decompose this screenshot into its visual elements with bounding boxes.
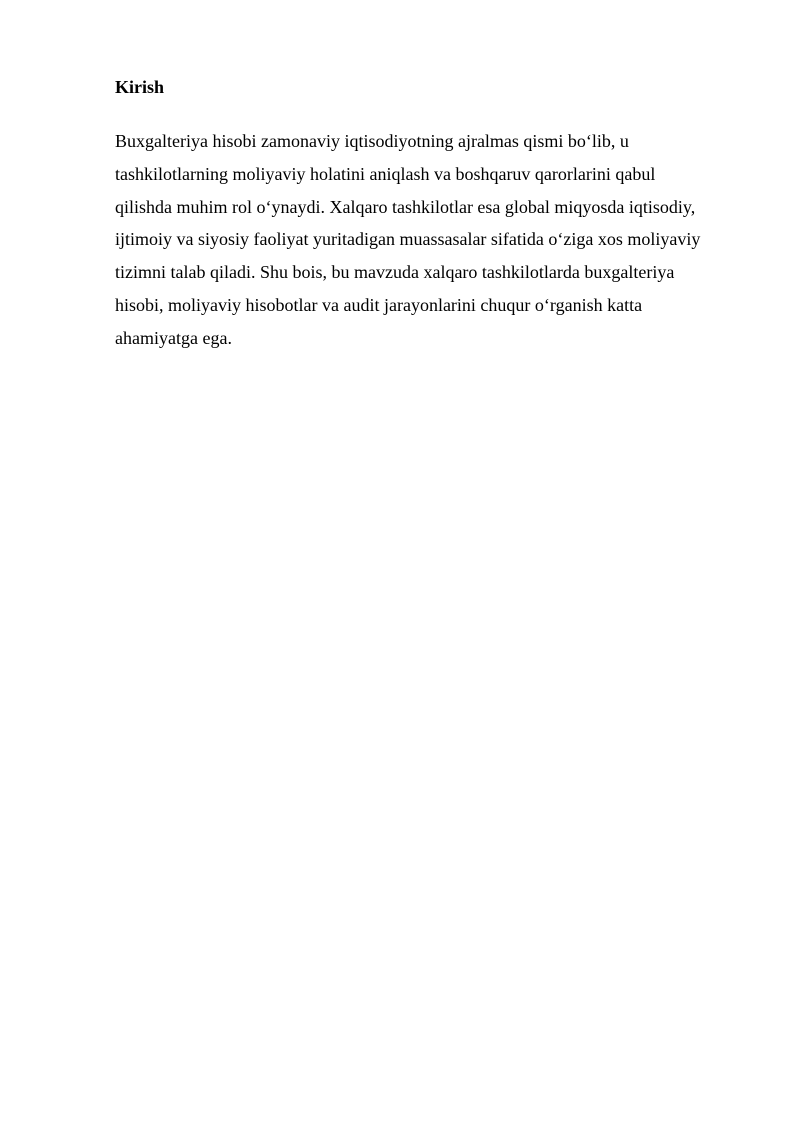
intro-paragraph xyxy=(115,125,755,355)
paragraph-line: tizimni talab qiladi. Shu bois, bu mavzuda xalqaro tashkilotlarda buxgalteriya xyxy=(115,262,675,283)
paragraph-line: qilishda muhim rol o‘ynaydi. Xalqaro tashkilotlar esa global miqyosda iqtisodiy, xyxy=(115,196,696,217)
paragraph-line: ijtimoiy va siyosiy faoliyat yuritadigan muassasalar sifatida o‘ziga xos moliyaviy xyxy=(115,229,701,250)
section-heading: Kirish xyxy=(115,77,165,97)
paragraph-line: Buxgalteriya hisobi zamonaviy iqtisodiyotning ajralmas qismi bo‘lib, u xyxy=(115,131,629,151)
paragraph-line: tashkilotlarning moliyaviy holatini aniqlash va boshqaruv qarorlarini qabul xyxy=(115,163,656,184)
paragraph-line: ahamiyatga ega. xyxy=(115,327,232,348)
paragraph-line: hisobi, moliyaviy hisobotlar va audit jarayonlarini chuqur o‘rganish katta xyxy=(115,294,643,315)
